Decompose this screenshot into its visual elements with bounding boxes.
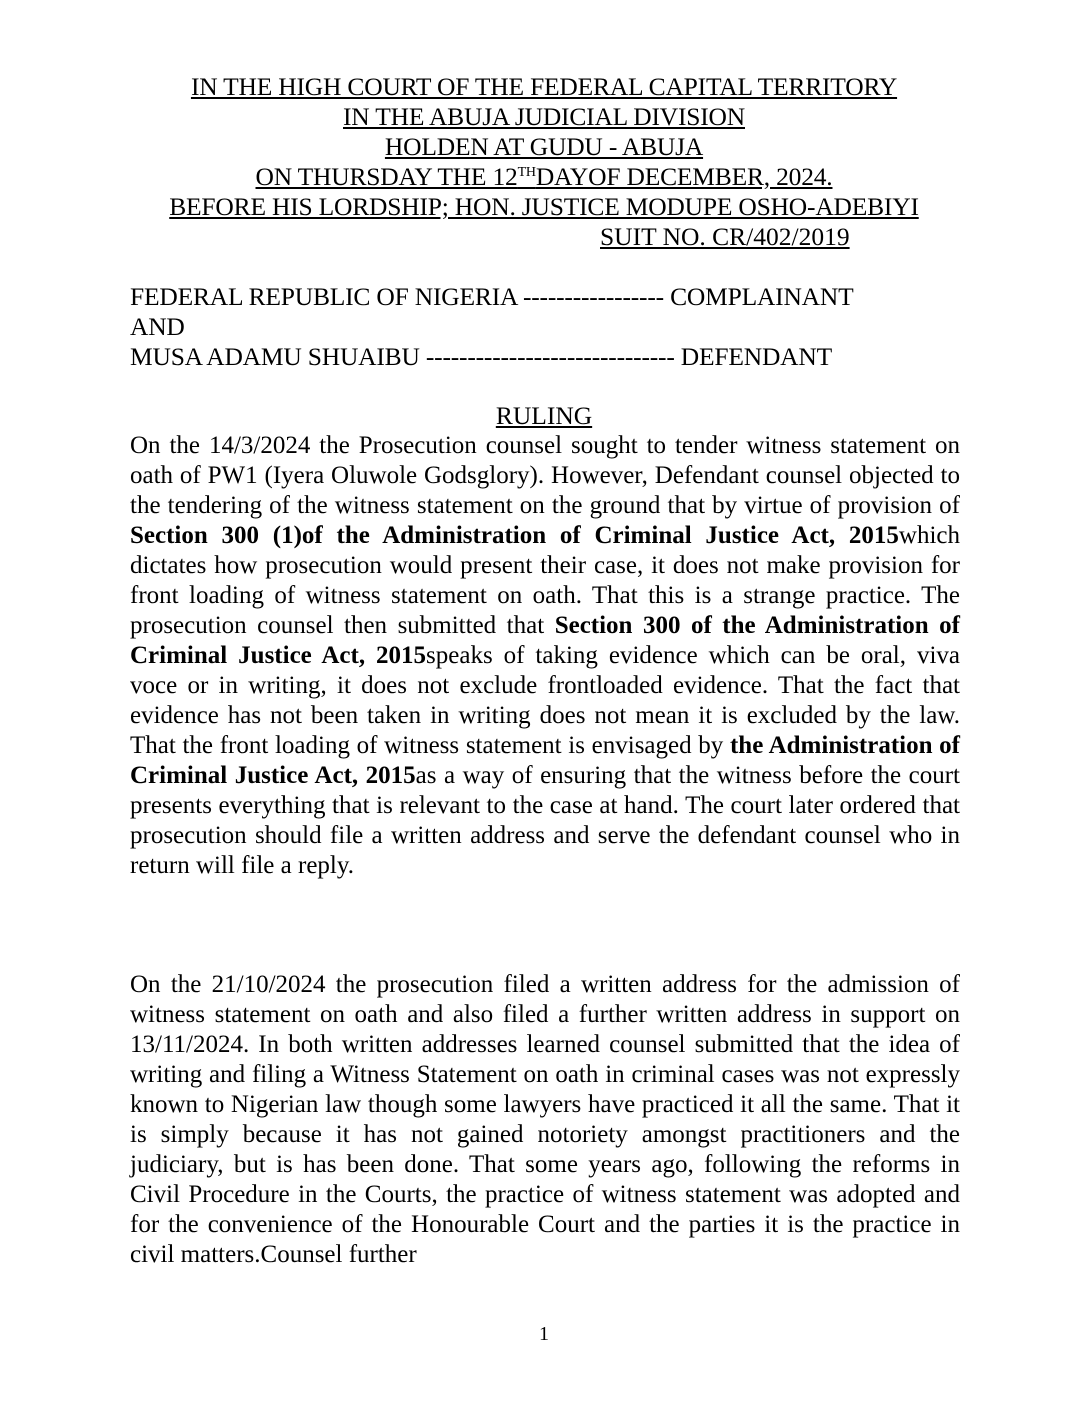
court-title: IN THE HIGH COURT OF THE FEDERAL CAPITAL TERRITORY [190,72,898,101]
ruling-paragraph-1 [130,431,960,881]
p1-statute-ref-1: Section 300 (1)of the Administration of Criminal Justice Act, 2015 [130,522,899,549]
ruling-heading: RULING [495,401,593,430]
hearing-date-pre: ON THURSDAY THE 12 [255,162,518,191]
judicial-division: IN THE ABUJA JUDICIAL DIVISION [343,102,745,131]
suit-number: SUIT NO. CR/402/2019 [600,222,850,251]
court-location: HOLDEN AT GUDU - ABUJA [384,132,704,161]
p1-text-3: speaks of taking evidence which can be oral, viva voce or in writing, it does not exclude frontloaded evidence. That the fact that evidence has not been taken in writing does not mean it is excluded by the law. That the front loading of witness statement is envisaged by [130,642,960,759]
hearing-date-post: DAYOF DECEMBER, 2024. [535,162,833,191]
defendant-line: MUSA ADAMU SHUAIBU ------------------------------ DEFENDANT [130,342,832,371]
p1-text-2: which dictates how prosecution would present their case, it does not make provision for front loading of witness statement on oath. That this is a strange practice. The prosecution counsel then submitted that [130,522,960,639]
presiding-judge: BEFORE HIS LORDSHIP; HON. JUSTICE MODUPE OSHO-ADEBIYI [169,192,919,221]
complainant-line: FEDERAL REPUBLIC OF NIGERIA ----------------- COMPLAINANT [130,282,854,311]
hearing-date [0,162,1088,192]
hearing-date-ordinal: TH [517,165,536,180]
page-number: 1 [539,1323,549,1345]
and-separator: AND [130,312,185,341]
p1-text-4: as a way of ensuring that the witness before the court presents everything that is relevant to the case at hand. The court later ordered that prosecution should file a written address and serve the defendant counsel who in return will file a reply. [130,762,960,879]
p1-statute-ref-3: the Administration of Criminal Justice Act, 2015 [130,732,960,789]
ruling-paragraph-2: On the 21/10/2024 the prosecution filed a written address for the admission of witness statement on oath and also filed a further written address in support on 13/11/2024. In both written addresses learned counsel submitted that the idea of writing and filing a Witness Statement on oath in criminal cases was not expressly known to Nigerian law though some lawyers have practiced it all the same. That it is simply because it has not gained notoriety amongst practitioners and the judiciary, but is has been done. That some years ago, following the reforms in Civil Procedure in the Courts, the practice of witness statement was adopted and for the convenience of the Honourable Court and the parties it is the practice in civil matters.Counsel further [130,971,960,1268]
p1-statute-ref-2: Section 300 of the Administration of Criminal Justice Act, 2015 [130,612,960,669]
p1-text-1: On the 14/3/2024 the Prosecution counsel sought to tender witness statement on oath of PW1 (Iyera Oluwole Godsglory). However, Defendant counsel objected to the tendering of the witness statement on the ground that by virtue of provision of [130,432,960,519]
